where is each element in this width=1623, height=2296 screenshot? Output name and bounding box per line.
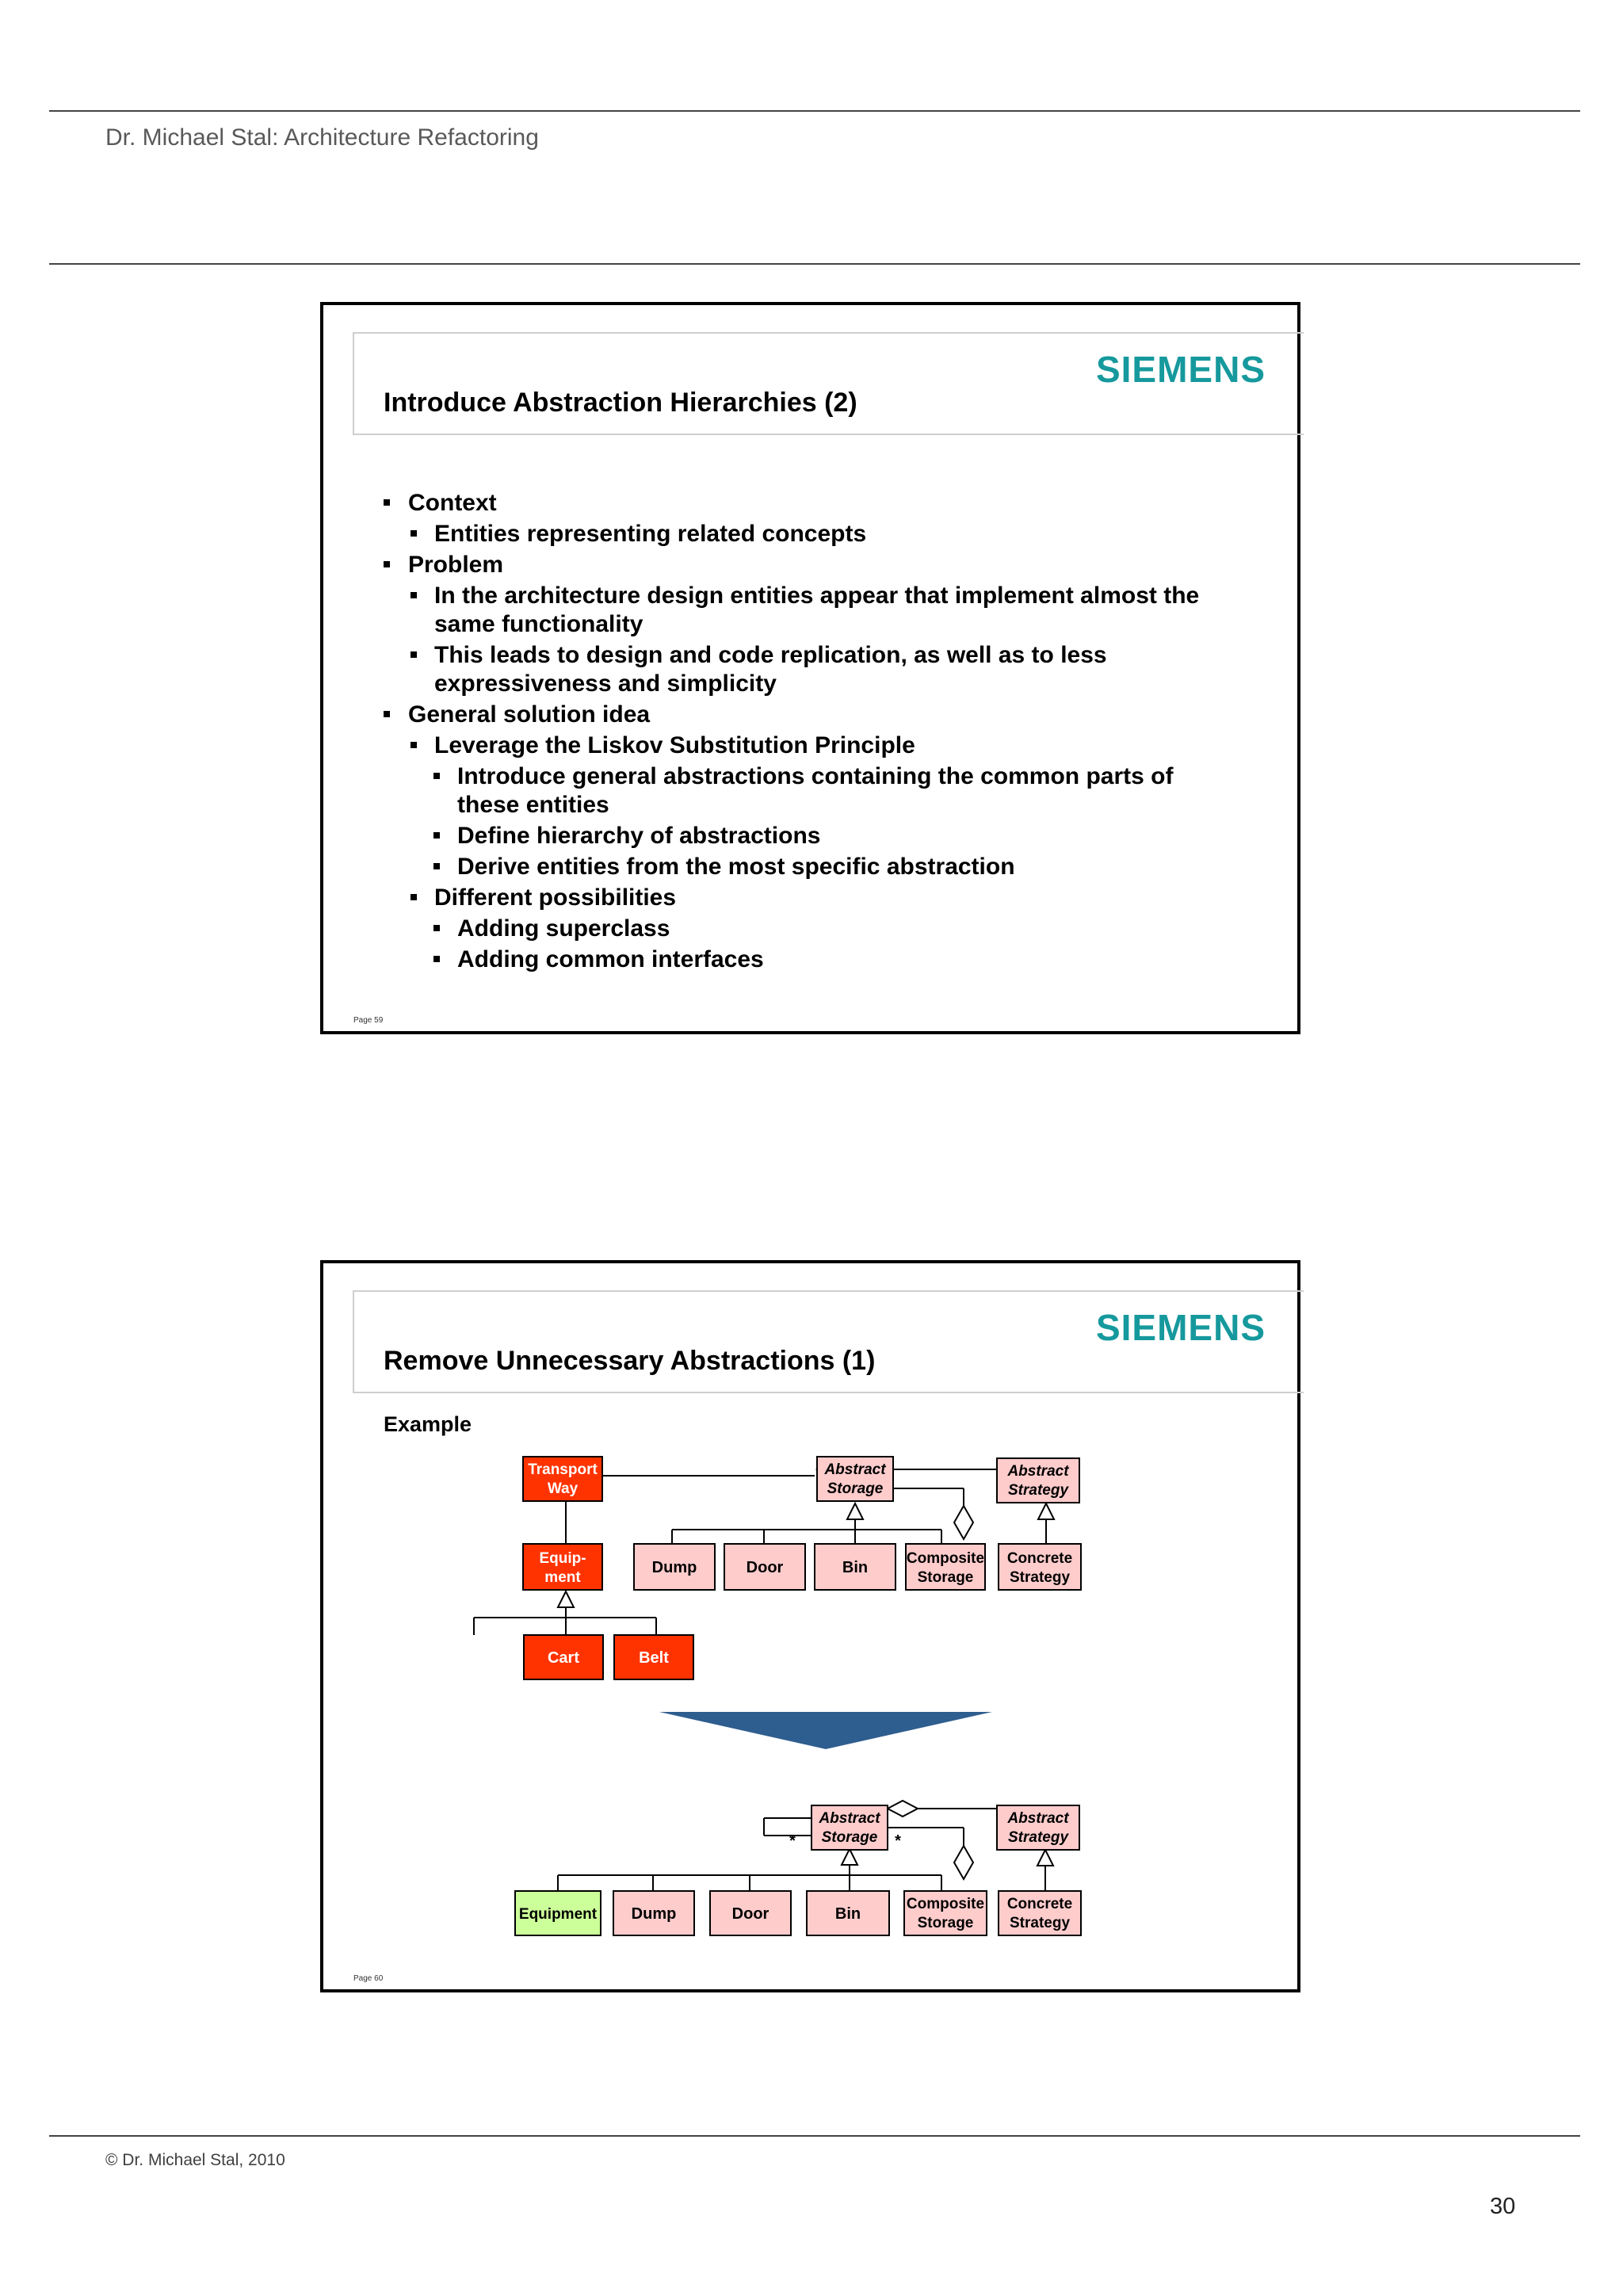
bullet-possibilities: Different possibilities bbox=[384, 884, 1255, 912]
svg-text:Door: Door bbox=[731, 1905, 769, 1923]
bullet-superclass: Adding superclass bbox=[384, 915, 1255, 943]
svg-text:Door: Door bbox=[746, 1559, 784, 1576]
before-composite-storage bbox=[906, 1544, 985, 1590]
bullet-problem: Problem bbox=[384, 551, 1255, 579]
svg-text:Storage: Storage bbox=[917, 1915, 974, 1931]
slide-page-label: Page 60 bbox=[353, 1974, 384, 1983]
footer-rule bbox=[49, 2135, 1580, 2137]
before-equipment bbox=[523, 1544, 602, 1590]
after-bin bbox=[807, 1891, 889, 1935]
svg-text:Concrete: Concrete bbox=[1006, 1550, 1073, 1567]
siemens-logo: SIEMENS bbox=[1095, 1307, 1266, 1348]
svg-text:Storage: Storage bbox=[821, 1829, 878, 1846]
before-bin bbox=[815, 1544, 896, 1590]
bullet-derive: Derive entities from the most specific abstraction bbox=[384, 853, 1255, 881]
footer-copyright: © Dr. Michael Stal, 2010 bbox=[105, 2151, 285, 2169]
slide-title: Introduce Abstraction Hierarchies (2) bbox=[384, 388, 857, 418]
after-multiplicity-left: * bbox=[789, 1832, 796, 1850]
svg-text:Abstract: Abstract bbox=[1007, 1463, 1069, 1480]
svg-text:Abstract: Abstract bbox=[824, 1461, 886, 1478]
svg-text:Transport: Transport bbox=[528, 1461, 598, 1478]
svg-text:Storage: Storage bbox=[827, 1480, 884, 1497]
before-dump bbox=[634, 1544, 715, 1590]
after-door bbox=[710, 1891, 791, 1935]
bullet-hierarchy: Define hierarchy of abstractions bbox=[384, 822, 1255, 850]
svg-text:Equipment: Equipment bbox=[518, 1906, 598, 1923]
svg-text:Storage: Storage bbox=[917, 1569, 974, 1586]
after-equipment bbox=[515, 1891, 601, 1935]
bullet-context: Context bbox=[384, 489, 1255, 518]
bullet-liskov: Leverage the Liskov Substitution Principle bbox=[384, 732, 1255, 760]
after-dump bbox=[613, 1891, 694, 1935]
svg-text:Dump: Dump bbox=[631, 1905, 677, 1923]
document-header: Dr. Michael Stal: Architecture Refactoring bbox=[105, 124, 539, 151]
svg-text:Strategy: Strategy bbox=[1009, 1915, 1071, 1931]
after-abstract-storage bbox=[812, 1805, 888, 1850]
slide-introduce-abstraction-hierarchies bbox=[320, 302, 1300, 1034]
svg-text:ment: ment bbox=[544, 1569, 581, 1586]
example-label: Example bbox=[384, 1412, 472, 1436]
svg-text:Concrete: Concrete bbox=[1006, 1896, 1073, 1912]
header-bottom-rule bbox=[49, 263, 1580, 265]
after-multiplicity-right: * bbox=[895, 1832, 901, 1850]
slide-title-bar bbox=[353, 332, 1304, 435]
svg-text:Dump: Dump bbox=[651, 1559, 697, 1576]
before-transport-way bbox=[523, 1457, 602, 1501]
before-cart bbox=[524, 1635, 603, 1679]
svg-text:Composite: Composite bbox=[906, 1550, 985, 1567]
slide-title: Remove Unnecessary Abstractions (1) bbox=[384, 1346, 876, 1376]
svg-text:Abstract: Abstract bbox=[819, 1810, 880, 1827]
before-belt bbox=[614, 1635, 693, 1679]
svg-text:Bin: Bin bbox=[834, 1905, 861, 1923]
svg-text:Cart: Cart bbox=[547, 1649, 580, 1667]
bullet-list bbox=[384, 489, 1255, 976]
after-connectors bbox=[558, 1801, 1053, 1891]
bullet-solution-idea: General solution idea bbox=[384, 701, 1255, 729]
svg-text:Belt: Belt bbox=[639, 1649, 669, 1667]
after-composite-storage bbox=[904, 1891, 987, 1935]
bullet-interfaces: Adding common interfaces bbox=[384, 946, 1255, 974]
bullet-general-abstractions: Introduce general abstractions containing the common parts of these entities bbox=[384, 762, 1234, 819]
uml-diagram bbox=[323, 1263, 1297, 1989]
transformation-arrow bbox=[659, 1712, 992, 1749]
siemens-logo: SIEMENS bbox=[1095, 349, 1266, 390]
svg-text:Strategy: Strategy bbox=[1007, 1482, 1069, 1499]
after-concrete-strategy bbox=[999, 1891, 1081, 1935]
page-number: 30 bbox=[1490, 2194, 1516, 2219]
before-concrete-strategy bbox=[999, 1544, 1081, 1590]
svg-text:Equip-: Equip- bbox=[539, 1550, 586, 1567]
header-top-rule bbox=[49, 110, 1580, 112]
svg-text:Strategy: Strategy bbox=[1009, 1569, 1071, 1586]
svg-text:Way: Way bbox=[547, 1480, 579, 1497]
after-abstract-strategy bbox=[997, 1805, 1079, 1850]
before-door bbox=[724, 1544, 805, 1590]
bullet-entities: Entities representing related concepts bbox=[384, 520, 1255, 548]
bullet-replication: This leads to design and code replication, as well as to less expressiveness and simplicity bbox=[384, 641, 1211, 698]
svg-text:Bin: Bin bbox=[842, 1559, 869, 1576]
bullet-design-entities: In the architecture design entities appear that implement almost the same functionality bbox=[384, 582, 1211, 639]
before-abstract-storage bbox=[817, 1457, 893, 1501]
svg-text:Abstract: Abstract bbox=[1007, 1810, 1069, 1827]
before-abstract-strategy bbox=[997, 1458, 1079, 1503]
slide-page-label: Page 59 bbox=[353, 1016, 384, 1025]
svg-text:Composite: Composite bbox=[906, 1896, 985, 1912]
slide-remove-unnecessary-abstractions bbox=[320, 1260, 1300, 1992]
svg-text:Strategy: Strategy bbox=[1007, 1829, 1069, 1846]
